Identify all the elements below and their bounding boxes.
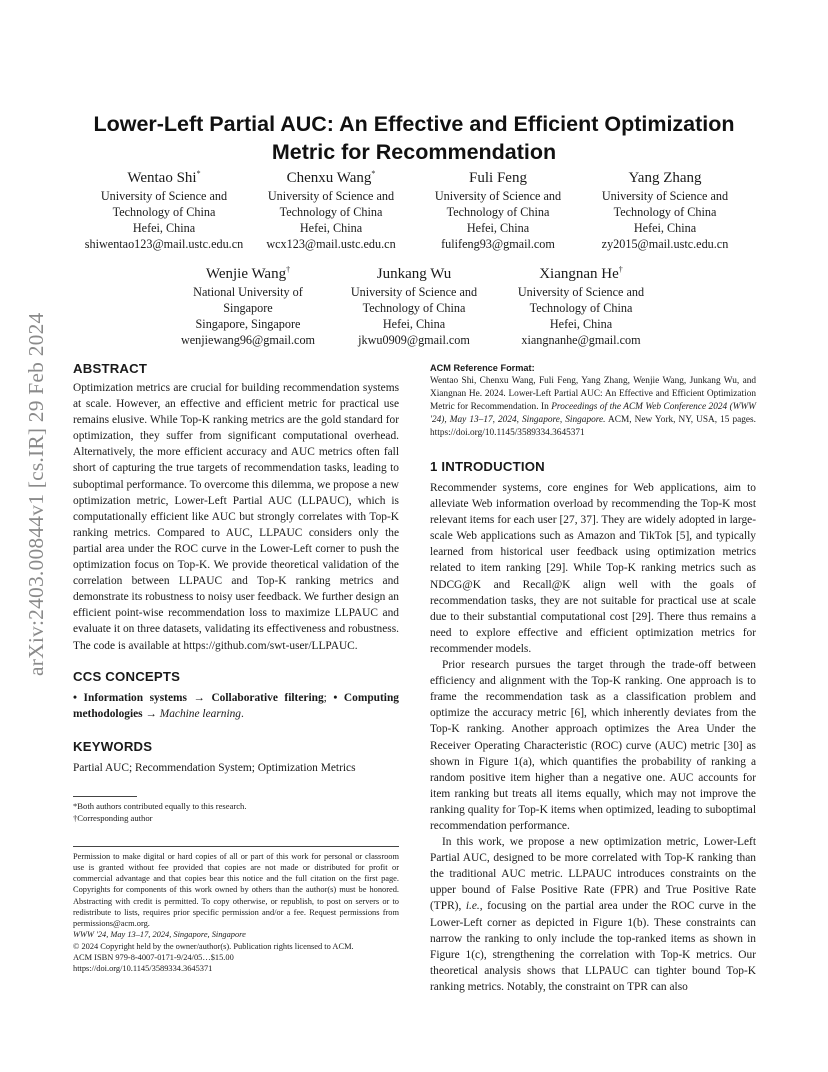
author-affiliation-line: Technology of China	[446, 205, 550, 219]
arxiv-identifier-text: arXiv:2403.00844v1 [cs.IR] 29 Feb 2024	[24, 312, 48, 676]
author-affiliation-line: University of Science and	[601, 189, 729, 203]
acm-reference-publisher: ACM, New York, NY, USA, 15 pages. https://doi.org/10.1145/3589334.3645371	[430, 415, 756, 438]
author-block	[251, 168, 411, 252]
acm-reference-authors: Wentao Shi, Chenxu Wang, Fuli Feng, Yang Zhang, Wenjie Wang, Junkang Wu, and Xiangnan He. 2024. Lower-Left Partial AUC: An Effective and Efficient Optimization Metric for Recommendation. In	[430, 376, 756, 412]
author-block	[585, 168, 745, 252]
author-name-text: Chenxu Wang	[286, 170, 372, 186]
author-affiliation-line: University of Science and	[100, 189, 228, 203]
author-block	[418, 168, 578, 252]
author-email[interactable]: wcx123@mail.ustc.edu.cn	[266, 237, 396, 251]
arxiv-identifier-stamp	[14, 296, 58, 676]
author-affiliation-line: University of Science and	[350, 285, 478, 299]
right-column	[430, 360, 756, 995]
author-name-text: Junkang Wu	[376, 266, 452, 282]
ccs-arrow-1: →	[186, 691, 212, 704]
author-email[interactable]: fulifeng93@gmail.com	[441, 237, 555, 251]
ccs-subcategory-2: Machine learning	[159, 707, 242, 720]
ccs-subcategory-1: Collaborative filtering	[211, 691, 324, 704]
author-name-text: Wentao Shi	[127, 170, 197, 186]
author-affiliation-line: University of Science and	[434, 189, 562, 203]
author-block	[334, 264, 494, 348]
author-affiliation-line: Singapore, Singapore	[195, 317, 301, 331]
author-affiliation-line: Hefei, China	[132, 221, 196, 235]
acm-reference-venue: Proceedings of the ACM Web Conference 2024 (WWW '24), May 13–17, 2024, Singapore, Singapore.	[430, 402, 756, 425]
author-email[interactable]: xiangnanhe@gmail.com	[521, 333, 641, 347]
ccs-concepts-heading: CCS CONCEPTS	[73, 668, 181, 684]
author-affiliation-line: Hefei, China	[382, 317, 446, 331]
author-affiliation-line: Hefei, China	[299, 221, 363, 235]
ccs-end: .	[241, 707, 244, 720]
left-column	[73, 360, 399, 974]
introduction-heading: 1 INTRODUCTION	[430, 459, 545, 474]
ccs-arrow-2: →	[142, 707, 160, 720]
author-email[interactable]: shiwentao123@mail.ustc.edu.cn	[84, 237, 244, 251]
author-block	[168, 264, 328, 348]
author-name	[501, 264, 661, 284]
author-name-text: Xiangnan He	[539, 266, 619, 282]
author-affiliation-line: Technology of China	[362, 301, 466, 315]
keywords-text: Partial AUC; Recommendation System; Optimization Metrics	[73, 761, 356, 774]
doi-link[interactable]: https://doi.org/10.1145/3589334.3645371	[73, 963, 213, 973]
author-name-text: Yang Zhang	[628, 170, 702, 186]
author-name	[168, 264, 328, 284]
intro-p3-part-b: , focusing on the partial area under the ROC curve in the Lower-Left corner as depicted in Figure 1(b). These constraints can narrow the ranking to only include the top-ranked items as shown in Figure 1(c), strengthening the correlation with Top-K metrics. Our theoretical analysis shows that LLPAUC can tighter bound Top-K ranking metrics. Notably, the constraint on TPR can also	[430, 900, 756, 993]
copyright-notice: © 2024 Copyright held by the owner/author(s). Publication rights licensed to ACM.	[73, 941, 354, 951]
author-affiliation-line: National University of	[193, 285, 303, 299]
keywords-heading: KEYWORDS	[73, 738, 153, 754]
conference-venue: WWW '24, May 13–17, 2024, Singapore, Singapore	[73, 930, 246, 940]
author-affiliation-line: University of Science and	[517, 285, 645, 299]
footnote-equal-contribution: *Both authors contributed equally to this research.	[73, 800, 247, 811]
paper-title: Lower-Left Partial AUC: An Effective and Efficient Optimization Metric for Recommendation	[93, 112, 735, 164]
ccs-category-1: • Information systems	[73, 691, 187, 704]
author-affiliation-line: Hefei, China	[549, 317, 613, 331]
permission-divider	[73, 846, 399, 847]
footnote-divider	[73, 796, 137, 797]
author-affiliation-mark: †	[286, 265, 291, 274]
author-affiliation-mark: *	[371, 169, 376, 178]
author-name	[84, 168, 244, 188]
author-affiliation-line: Technology of China	[613, 205, 717, 219]
abstract-heading: ABSTRACT	[73, 361, 148, 376]
intro-p3-ie: i.e.	[465, 900, 480, 913]
author-affiliation-line: Technology of China	[279, 205, 383, 219]
author-affiliation-line: Technology of China	[112, 205, 216, 219]
permission-notice: Permission to make digital or hard copies of all or part of this work for personal or classroom use is granted without fee provided that copies are not made or distributed for profit or commercial advantage and that copies bear this notice and the full citation on the first page. Copyrights for components of this work owned by others than the author(s) must be honored. Abstracting with credit is permitted. To copy otherwise, or republish, to post on servers or to redistribute to lists, requires prior specific permission and/or a fee. Request permissions from permissions@acm.org.	[73, 851, 399, 929]
introduction-paragraph-1: Recommender systems, core engines for Web applications, aim to alleviate Web information overload by recommending the Top-K most relevant items for each user [27, 37]. They are widely adopted in large-scale Web applications such as Amazon and TikTok [5], and typically learned from historical user feedback using optimization metrics related to item ranking [29]. While Top-K ranking metrics such as NDCG@K and Recall@K align well with the goals of recommendation tasks, they are not suitable for practical use at scale due to their substantial computational cost [29]. There thus remains a need to explore effective and efficient optimization metrics for recommender models.	[430, 482, 756, 655]
author-affiliation-line: Hefei, China	[466, 221, 530, 235]
author-affiliation-line: Hefei, China	[633, 221, 697, 235]
author-block	[501, 264, 661, 348]
author-email[interactable]: zy2015@mail.ustc.edu.cn	[601, 237, 729, 251]
acm-reference-heading: ACM Reference Format:	[430, 363, 535, 373]
author-affiliation-mark: †	[618, 265, 623, 274]
abstract-text: Optimization metrics are crucial for building recommendation systems at scale. However, an effective and efficient metric for practical use remains elusive. While Top-K ranking metrics are the gold standard for optimization, they suffer from significant computational overhead. Alternatively, the more efficient accuracy and AUC metrics often fall short of capturing the true targets of recommendation tasks, leading to suboptimal performance. To overcome this dilemma, we propose a new optimization metric, Lower-Left Partial AUC (LLPAUC), which is computationally efficient like AUC but strongly correlates with Top-K ranking metrics. Compared to AUC, LLPAUC considers only the partial area under the ROC curve in the Lower-Left corner to push the optimization focus on Top-K. We provide theoretical validation of the correlation between LLPAUC and Top-K ranking metrics and demonstrate its robustness to noisy user feedback. We further design an efficient point-wise recommendation loss to maximize LLPAUC and evaluate it on three datasets, validating its effectiveness and robustness. The code is available at https://github.com/swt-user/LLPAUC.	[73, 382, 399, 652]
author-name-text: Fuli Feng	[469, 170, 527, 186]
author-email[interactable]: wenjiewang96@gmail.com	[180, 333, 316, 347]
footnote-corresponding-author: †Corresponding author	[73, 812, 153, 823]
intro-p3-part-a: In this work, we propose a new optimization metric, Lower-Left Partial AUC, designed to be more correlated with Top-K ranking than the traditional AUC metric. LLPAUC introduces constraints on the upper bound of False Positive Rate (FPR) and True Positive Rate (TPR),	[430, 836, 756, 913]
author-block	[84, 168, 244, 252]
author-email[interactable]: jkwu0909@gmail.com	[358, 333, 470, 347]
author-name	[251, 168, 411, 188]
author-affiliation-line: Singapore	[223, 301, 273, 315]
ccs-concepts-text	[73, 690, 399, 722]
ccs-category-2: • Computing methodologies	[73, 691, 400, 720]
author-name	[585, 168, 745, 188]
author-name	[334, 264, 494, 284]
author-name-text: Wenjie Wang	[205, 266, 287, 282]
author-affiliation-mark: *	[196, 169, 201, 178]
acm-reference-text	[430, 375, 756, 440]
author-affiliation-line: University of Science and	[267, 189, 395, 203]
introduction-paragraph-3	[430, 834, 756, 995]
author-name	[418, 168, 578, 188]
author-affiliation-line: Technology of China	[529, 301, 633, 315]
ccs-separator: ;	[323, 691, 334, 704]
acm-isbn: ACM ISBN 979-8-4007-0171-9/24/05…$15.00	[73, 952, 234, 962]
introduction-paragraph-2: Prior research pursues the target through the trade-off between efficiency and alignment with the Top-K ranking. One approach is to frame the recommendation task as a classification problem and optimize the accuracy metric [6], which inherently deviates from the Top-K ranking. Another approach optimizes the Area Under the Receiver Operating Characteristic (ROC) curve (AUC) metric [30] as shown in Figure 1(a), which quantifies the probability of ranking a random positive item higher than a negative one. AUC accounts for item ranking but treats all items equally, which may not improve the ranking quality for Top-K items when optimized, leading to suboptimal recommendation performance.	[430, 659, 756, 832]
